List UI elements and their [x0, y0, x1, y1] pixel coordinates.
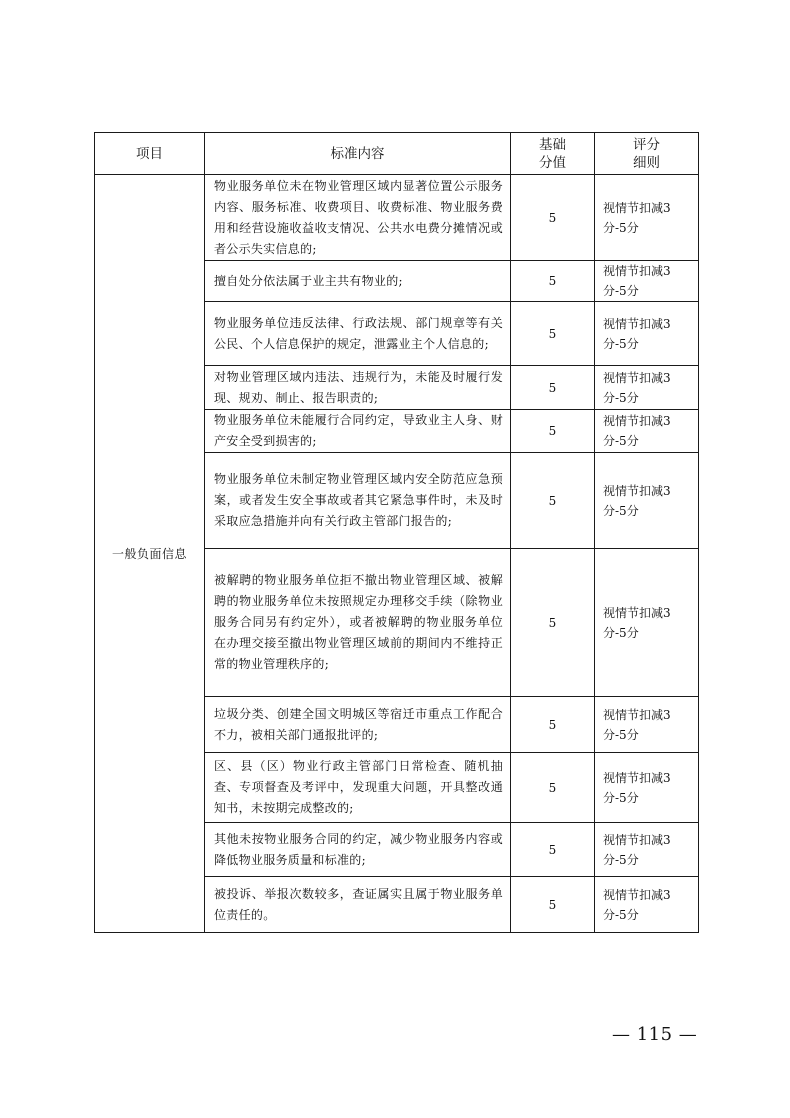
category-cell: 一般负面信息 [95, 175, 205, 933]
criterion-cell: 物业服务单位未在物业管理区域内显著位置公示服务内容、服务标准、收费项目、收费标准、物业服务费用和经营设施收益收支情况、公共水电费分摊情况或者公示失实信息的; [205, 175, 511, 261]
criterion-cell: 区、县（区）物业行政主管部门日常检查、随机抽查、专项督查及考评中，发现重大问题，开具整改通知书，未按期完成整改的; [205, 753, 511, 823]
criterion-cell: 物业服务单位未能履行合同约定，导致业主人身、财产安全受到损害的; [205, 410, 511, 453]
header-item: 项目 [95, 133, 205, 175]
base-score-cell: 5 [511, 410, 595, 453]
page-number: — 115 — [612, 1024, 698, 1045]
criterion-cell: 垃圾分类、创建全国文明城区等宿迁市重点工作配合不力，被相关部门通报批评的; [205, 697, 511, 753]
base-score-cell: 5 [511, 302, 595, 366]
criterion-cell: 被投诉、举报次数较多，查证属实且属于物业服务单位责任的。 [205, 877, 511, 933]
scoring-detail-cell: 视情节扣减3分-5分 [595, 366, 699, 410]
base-score-cell: 5 [511, 549, 595, 697]
table-header-row [95, 133, 699, 175]
criterion-cell: 物业服务单位未制定物业管理区域内安全防范应急预案，或者发生安全事故或者其它紧急事件时，未及时采取应急措施并向有关行政主管部门报告的; [205, 453, 511, 549]
criterion-cell: 物业服务单位违反法律、行政法规、部门规章等有关公民、个人信息保护的规定，泄露业主个人信息的; [205, 302, 511, 366]
table-row [95, 175, 699, 261]
header-content: 标准内容 [205, 133, 511, 175]
base-score-cell: 5 [511, 366, 595, 410]
base-score-cell: 5 [511, 697, 595, 753]
scoring-detail-cell: 视情节扣减3分-5分 [595, 410, 699, 453]
scoring-detail-cell: 视情节扣减3分-5分 [595, 302, 699, 366]
criterion-cell: 被解聘的物业服务单位拒不撤出物业管理区域、被解聘的物业服务单位未按照规定办理移交手续（除物业服务合同另有约定外），或者被解聘的物业服务单位在办理交接至撤出物业管理区域前的期间内不维持正常的物业管理秩序的; [205, 549, 511, 697]
scoring-detail-cell: 视情节扣减3分-5分 [595, 175, 699, 261]
scoring-table [94, 132, 699, 933]
base-score-cell: 5 [511, 453, 595, 549]
scoring-detail-cell: 视情节扣减3分-5分 [595, 753, 699, 823]
scoring-detail-cell: 视情节扣减3分-5分 [595, 261, 699, 302]
scoring-detail-cell: 视情节扣减3分-5分 [595, 823, 699, 877]
base-score-cell: 5 [511, 261, 595, 302]
criterion-cell: 擅自处分依法属于业主共有物业的; [205, 261, 511, 302]
scoring-detail-cell: 视情节扣减3分-5分 [595, 877, 699, 933]
scoring-detail-cell: 视情节扣减3分-5分 [595, 453, 699, 549]
criterion-cell: 对物业管理区域内违法、违规行为，未能及时履行发现、规劝、制止、报告职责的; [205, 366, 511, 410]
criterion-cell: 其他未按物业服务合同的约定，减少物业服务内容或降低物业服务质量和标准的; [205, 823, 511, 877]
base-score-cell: 5 [511, 753, 595, 823]
base-score-cell: 5 [511, 175, 595, 261]
scoring-detail-cell: 视情节扣减3分-5分 [595, 549, 699, 697]
base-score-cell: 5 [511, 823, 595, 877]
header-base-score: 基础 分值 [511, 133, 595, 175]
scoring-detail-cell: 视情节扣减3分-5分 [595, 697, 699, 753]
header-scoring-detail: 评分 细则 [595, 133, 699, 175]
base-score-cell: 5 [511, 877, 595, 933]
